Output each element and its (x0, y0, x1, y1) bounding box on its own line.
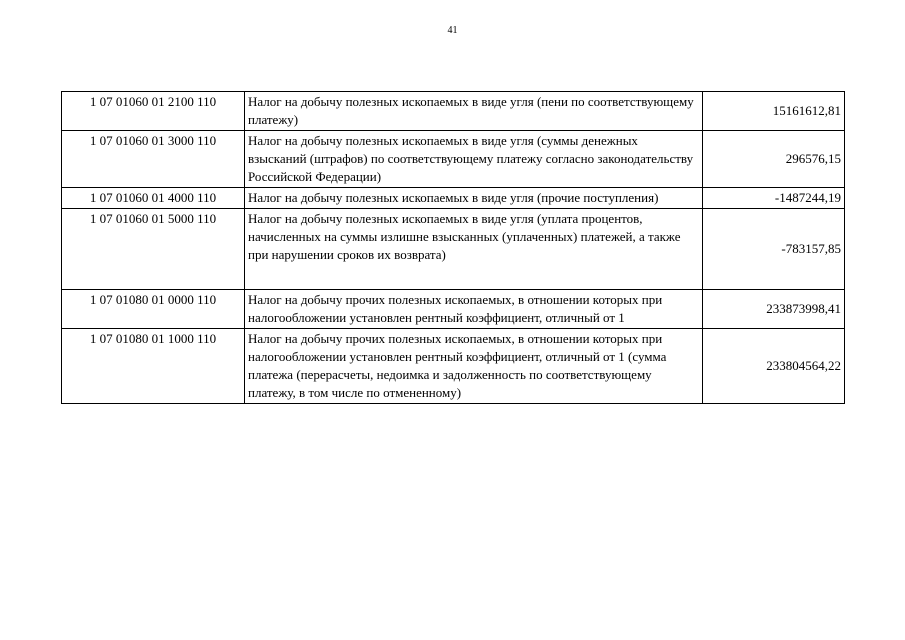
revenue-name-cell: Налог на добычу полезных ископаемых в виде угля (пени по соответствующему платежу) (245, 92, 703, 131)
budget-code-cell: 1 07 01060 01 3000 110 (62, 131, 245, 188)
budget-code-cell: 1 07 01080 01 0000 110 (62, 290, 245, 329)
table-row (62, 290, 845, 329)
table-row (62, 92, 845, 131)
revenue-name-cell: Налог на добычу прочих полезных ископаемых, в отношении которых при налогообложении установлен рентный коэффициент, отличный от 1 (245, 290, 703, 329)
revenue-name-cell: Налог на добычу полезных ископаемых в виде угля (прочие поступления) (245, 188, 703, 209)
page-number: 41 (447, 25, 458, 36)
amount-cell: 15161612,81 (703, 92, 845, 131)
table-row (62, 188, 845, 209)
amount-cell: 296576,15 (703, 131, 845, 188)
budget-revenue-table (61, 91, 845, 404)
table-row (62, 209, 845, 290)
budget-code-cell: 1 07 01060 01 4000 110 (62, 188, 245, 209)
table-row (62, 329, 845, 404)
amount-cell: 233804564,22 (703, 329, 845, 404)
revenue-name-cell: Налог на добычу полезных ископаемых в виде угля (суммы денежных взысканий (штрафов) по соответствующему платежу согласно законодательству Российской Федерации) (245, 131, 703, 188)
amount-cell: -1487244,19 (703, 188, 845, 209)
revenue-name-cell: Налог на добычу полезных ископаемых в виде угля (уплата процентов, начисленных на суммы излишне взысканных (уплаченных) платежей, а также при нарушении сроков их возврата) (245, 209, 703, 290)
amount-cell: -783157,85 (703, 209, 845, 290)
budget-code-cell: 1 07 01060 01 5000 110 (62, 209, 245, 290)
table-row (62, 131, 845, 188)
revenue-name-cell: Налог на добычу прочих полезных ископаемых, в отношении которых при налогообложении установлен рентный коэффициент, отличный от 1 (сумма платежа (перерасчеты, недоимка и задолженность по соответствующему платежу, в том числе по отмененному) (245, 329, 703, 404)
budget-code-cell: 1 07 01060 01 2100 110 (62, 92, 245, 131)
budget-code-cell: 1 07 01080 01 1000 110 (62, 329, 245, 404)
amount-cell: 233873998,41 (703, 290, 845, 329)
